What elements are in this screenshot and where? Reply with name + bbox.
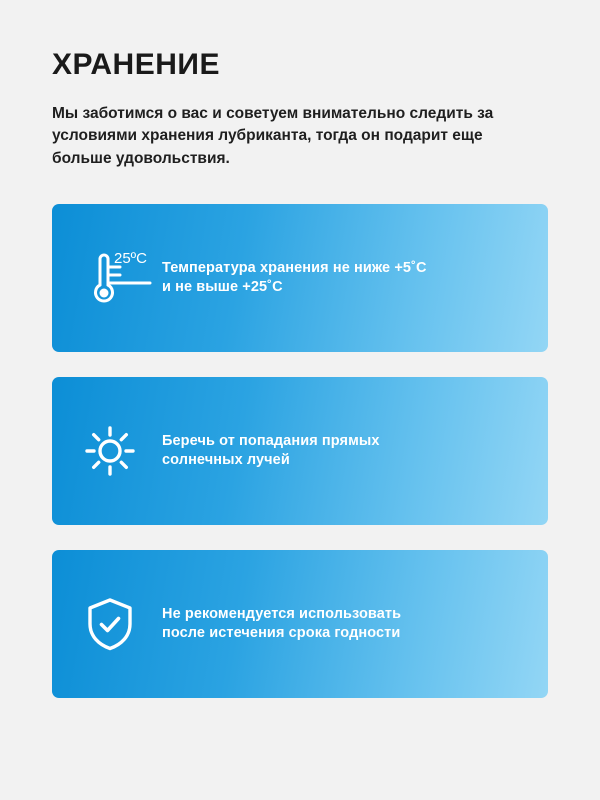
card-line-1: Беречь от попадания прямых [162,432,380,449]
storage-conditions-list [52,204,548,698]
intro-paragraph: Мы заботимся о вас и советуем внимательно следить за условиями хранения лубриканта, тогда он подарит еще больше удовольствия. [52,105,494,167]
storage-card-sunlight-text [162,432,380,471]
card-line-1: Не рекомендуется использовать [162,605,402,622]
card-line-1: Температура хранения не ниже +5˚С [162,259,427,276]
storage-card-expiry-text [162,605,401,644]
thermometer-icon [78,241,162,315]
card-line-2: солнечных лучей [162,452,290,469]
storage-card-temperature [52,204,548,352]
page-title: ХРАНЕНИЕ [52,48,220,81]
storage-card-temperature-text [162,259,427,298]
storage-card-expiry [52,550,548,698]
sun-icon [78,414,162,488]
card-line-2: и не выше +25˚С [162,279,283,296]
shield-check-icon [78,587,162,661]
thermometer-value: 25ºC [114,250,147,268]
card-line-2: после истечения срока годности [162,625,401,642]
storage-card-sunlight [52,377,548,525]
